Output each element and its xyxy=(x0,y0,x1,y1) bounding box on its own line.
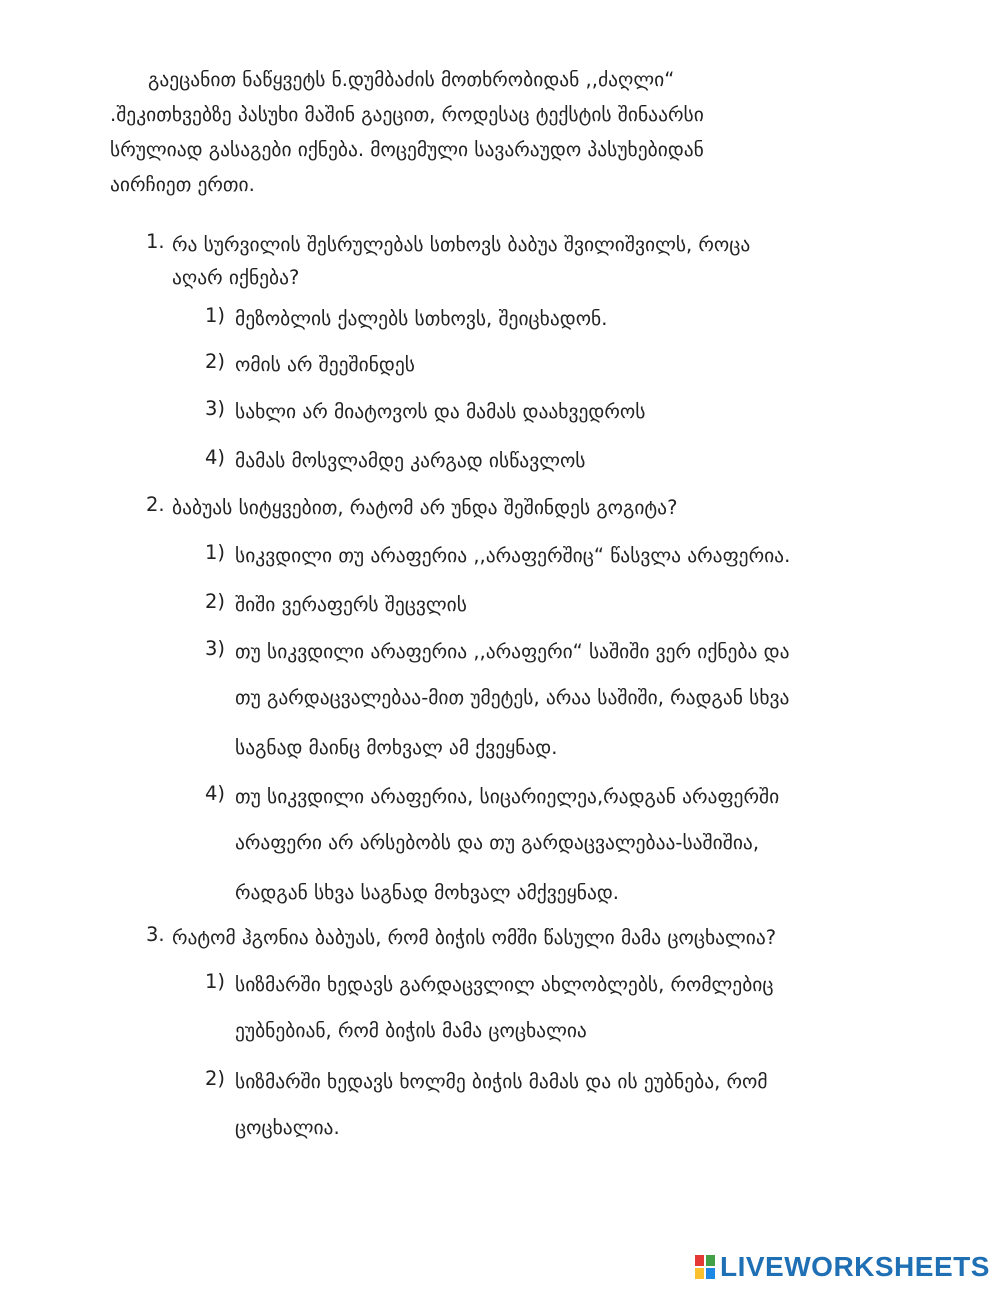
option-number: 3) xyxy=(205,637,226,660)
option-line: არაფერი არ არსებობს და თუ გარდაცვალებაა-საშიშია, xyxy=(235,831,760,854)
question-line: ბაბუას სიტყვებით, რატომ არ უნდა შეშინდეს გოგიტა? xyxy=(172,496,678,519)
option-line: სიკვდილი თუ არაფერია ,,არაფერშიც“ წასვლა არაფერია. xyxy=(235,544,791,567)
option-line: მამას მოსვლამდე კარგად ისწავლოს xyxy=(235,449,586,472)
option-line: სიზმარში ხედავს გარდაცვლილ ახლობლებს, რომლებიც xyxy=(235,973,774,996)
option-line: თუ გარდაცვალებაა-მით უმეტეს, არაა საშიში, რადგან სხვა xyxy=(235,686,790,709)
question-number: 1. xyxy=(146,230,165,253)
instructions-line: .შეკითხვებზე პასუხი მაშინ გაეცით, როდესაც ტექსტის შინაარსი xyxy=(110,103,704,126)
option-line: შიში ვერაფერს შეცვლის xyxy=(235,593,467,616)
option-number: 3) xyxy=(205,397,226,420)
option-line: ცოცხალია. xyxy=(235,1116,340,1139)
option-text xyxy=(235,1067,768,1153)
option-number: 4) xyxy=(205,782,226,805)
option-text xyxy=(235,970,774,1056)
option-line: სახლი არ მიატოვოს და მამას დაახვედროს xyxy=(235,400,646,423)
option-text xyxy=(235,397,645,427)
option-number: 1) xyxy=(205,304,226,327)
logo-icon xyxy=(694,1254,716,1280)
logo-icon-square xyxy=(706,1255,715,1266)
question-line: აღარ იქნება? xyxy=(172,266,300,289)
question-line: რა სურვილის შესრულებას სთხოვს ბაბუა შვილიშვილს, როცა xyxy=(172,233,751,256)
logo-icon-square xyxy=(695,1255,704,1266)
option-line: ომის არ შეეშინდეს xyxy=(235,353,415,376)
liveworksheets-logo xyxy=(694,1250,990,1284)
option-number: 4) xyxy=(205,446,226,469)
logo-text: LIVEWORKSHEETS xyxy=(720,1251,990,1282)
option-line: მეზობლის ქალებს სთხოვს, შეიცხადონ. xyxy=(235,307,608,330)
instructions-line: გაეცანით ნაწყვეტს ნ.დუმბაძის მოთხრობიდან ,,ძაღლი“ xyxy=(148,68,675,91)
option-text xyxy=(235,304,607,334)
option-line: სიზმარში ხედავს ხოლმე ბიჭის მამას და ის ეუბნება, რომ xyxy=(235,1070,768,1093)
option-text xyxy=(235,350,415,380)
option-text xyxy=(235,782,779,918)
instructions-line: სრულიად გასაგები იქნება. მოცემული სავარაუდო პასუხებიდან xyxy=(110,138,704,161)
instructions-paragraph xyxy=(110,62,910,202)
option-line: თუ სიკვდილი არაფერია, სიცარიელეა,რადგან არაფერში xyxy=(235,785,780,808)
option-line: თუ სიკვდილი არაფერია ,,არაფერი“ საშიში ვერ იქნება და xyxy=(235,640,790,663)
question-text xyxy=(172,230,750,296)
question-number: 3. xyxy=(146,923,165,946)
option-text xyxy=(235,637,789,773)
option-number: 2) xyxy=(205,350,226,373)
question-number: 2. xyxy=(146,493,165,516)
logo-icon-square xyxy=(695,1268,704,1279)
option-line: საგნად მაინც მოხვალ ამ ქვეყნად. xyxy=(235,736,558,759)
question-text xyxy=(172,923,776,953)
option-line: რადგან სხვა საგნად მოხვალ ამქვეყნად. xyxy=(235,881,620,904)
option-number: 2) xyxy=(205,1067,226,1090)
option-number: 2) xyxy=(205,590,226,613)
option-number: 1) xyxy=(205,541,226,564)
logo-icon-square xyxy=(706,1268,715,1279)
instructions-line: აირჩიეთ ერთი. xyxy=(110,173,255,196)
option-text xyxy=(235,590,467,620)
option-line: ეუბნებიან, რომ ბიჭის მამა ცოცხალია xyxy=(235,1019,587,1042)
option-text xyxy=(235,446,585,476)
option-text xyxy=(235,541,790,571)
question-line: რატომ ჰგონია ბაბუას, რომ ბიჭის ომში წასული მამა ცოცხალია? xyxy=(172,926,777,949)
option-number: 1) xyxy=(205,970,226,993)
question-text xyxy=(172,493,677,523)
